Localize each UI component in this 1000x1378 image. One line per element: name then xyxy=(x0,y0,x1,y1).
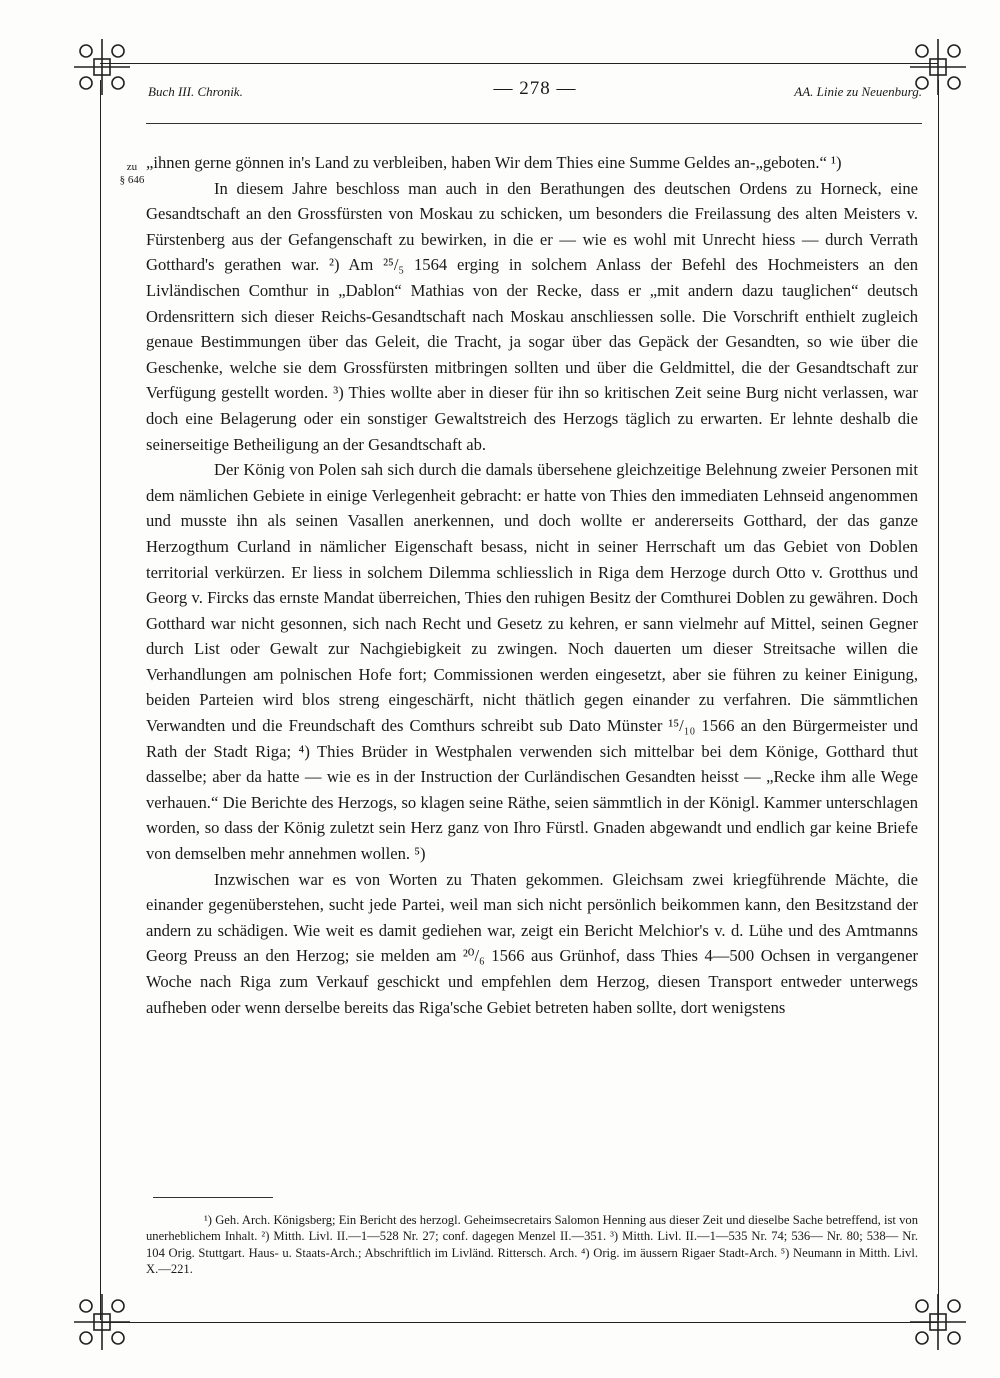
footnotes xyxy=(146,1212,918,1278)
paragraph: Inzwischen war es von Worten zu Thaten gekommen. Gleichsam zwei kriegführende Mächte, die einander gegenüberstehen, sucht jede Partei, weil man sich nicht persönlich beikommen kann, den Besitzstand der andern zu schädigen. Wie weit es damit gediehen war, zeigt ein Bericht Melchior's v. d. Lühe und des Amtmanns Georg Preuss an den Herzog; sie melden am ²⁰/₆ 1566 aus Grünhof, dass Thies 4—500 Ochsen in vergangener Woche nach Riga zum Verkauf geschickt und empfehlen dem Herzog, diesen Transport entweder unterwegs aufheben oder wenn derselbe bereits das Riga'sche Gebiet betreten haben sollte, dort wenigstens xyxy=(146,869,918,1017)
footnote-text: ¹) Geh. Arch. Königsberg; Ein Bericht des herzogl. Geheimsecretairs Salomon Henning aus dieser Zeit und dieselbe Sache betreffend, ist von unerheblichem Inhalt. ²) Mitth. Livl. II.—1—528 Nr. 27; conf. dagegen Menzel II.—351. ³) Mitth. Livl. II.—1—535 Nr. 74; 536— Nr. 80; 538— Nr. 104 Orig. Stuttgart. Haus- u. Staats-Arch.; Abschriftlich im Livländ. Rittersch. Arch. ⁴) Orig. im äussern Rigaer Stadt-Arch. ⁵) Neumann in Mitth. Livl. X.—221. xyxy=(146,1213,918,1277)
frame-left-line xyxy=(100,80,101,1320)
paragraph: In diesem Jahre beschloss man auch in den Berathungen des deutschen Ordens zu Horneck, eine Gesandtschaft an den Grossfürsten von Moskau zu schicken, um besonders die Freilassung des alten Meisters v. Fürstenberg aus der Gefangenschaft zu bewirken, in die er — wie es wohl mit Unrecht hiess — durch Verrath Gotthard's gerathen war. ²) Am ²⁵/₅ 1564 erging in solchem Anlass der Befehl des Hochmeisters an den Livländischen Comthur in „Dablon“ Mathias von der Recke, dass er „mit andern dazu tauglichen“ deutsch Ordensrittern sich dieser Reichs-Gesandtschaft nach Moskau anschliessen solle. Die Vorschrift enthielt zugleich genaue Bestimmungen über das Geleit, die Tracht, ja sogar über das Gepäck der Gesandten, so wie über die Geschenke, welche sie dem Grossfürsten mitbringen sollten und über die Geldmittel, die der Gesandtschaft zur Verfügung gestellt worden. ³) Thies wollte aber in dieser für ihn so kritischen Zeit seine Burg nicht verlassen, war doch eine Belagerung oder ein sonstiger Gewaltstreich des Herzogs täglich zu erwarten. Er lehnte deshalb die seinerseitige Betheiligung an der Gesandtschaft ab. xyxy=(146,178,918,454)
body-text xyxy=(146,150,918,1020)
corner-ornament-icon xyxy=(70,1290,134,1354)
frame-bottom-line xyxy=(100,1322,938,1323)
frame-top-line xyxy=(100,63,938,64)
header-section-title: AA. Linie zu Neuenburg. xyxy=(794,84,922,99)
corner-ornament-icon xyxy=(906,1290,970,1354)
header-rule xyxy=(146,123,922,124)
margin-reference-section: § 646 xyxy=(119,174,145,186)
paragraph: „ihnen gerne gönnen in's Land zu verbleiben, haben Wir dem Thies eine Summe Geldes an-„geboten.“ ¹) xyxy=(146,153,842,172)
page-number: — 278 — xyxy=(493,78,577,99)
running-header xyxy=(148,78,922,108)
frame-right-line xyxy=(938,80,939,1320)
paragraph: Der König von Polen sah sich durch die damals übersehene gleichzeitige Belehnung zweier Personen mit dem nämlichen Gebiete in einige Verlegenheit gebracht: er hatte von Thies den immediaten Lehnseid angenommen und musste ihn als seinen Vasallen anerkennen, und doch wollte er andererseits Gotthard, der das ganze Herzogthum Curland in nämlicher Eigenschaft besass, nicht in seiner Herrschaft um das Gebiet von Doblen territorial verkürzen. Er liess in solchem Dilemma schliesslich in Riga dem Herzoge durch Otto v. Grotthus und Georg v. Fircks das ernste Mandat überreichen, Thies den ruhigen Besitz der Comthurei Doblen zu gewähren. Doch Gotthard war nicht gesonnen, sich nach Recht und Gesetz zu kehren, er sann vielmehr auf Mittel, seinen Gegner durch List oder Gewalt zur Nachgiebigkeit zu zwingen. Noch dauerten um dieser Streitsache willen die Verhandlungen am polnischen Hofe fort; Commissionen werden eingesetzt, aber sie führen zu keiner Einigung, beiden Parteien wird blos streng eingeschärft, nicht thätlich gegen einander zu verfahren. Die sämmtlichen Verwandten und die Freundschaft des Comthurs schreibt sub Dato Münster ¹⁵/₁₀ 1566 an den Bürgermeister und Rath der Stadt Riga; ⁴) Thies Brüder in Westphalen verwenden sich mittelbar bei dem Könige, Gotthard thut dasselbe; aber da hatte — wie es in der Instruction der Curländischen Gesandten heisst — „Recke ihm alle Wege verhauen.“ Die Berichte des Herzogs, so klagen seine Räthe, seien sämmtlich in der Königl. Kammer unterschlagen worden, so dass der König zuletzt sein Herz ganz von Ihro Fürstl. Gnaden abgewandt und endlich gar keine Briefe von demselben mehr annehmen wollen. ⁵) xyxy=(146,460,918,864)
footnote-rule xyxy=(153,1197,273,1198)
margin-reference-prefix: zu xyxy=(126,161,138,173)
corner-ornament-icon xyxy=(70,35,134,99)
header-book-title: Buch III. Chronik. xyxy=(148,84,243,99)
